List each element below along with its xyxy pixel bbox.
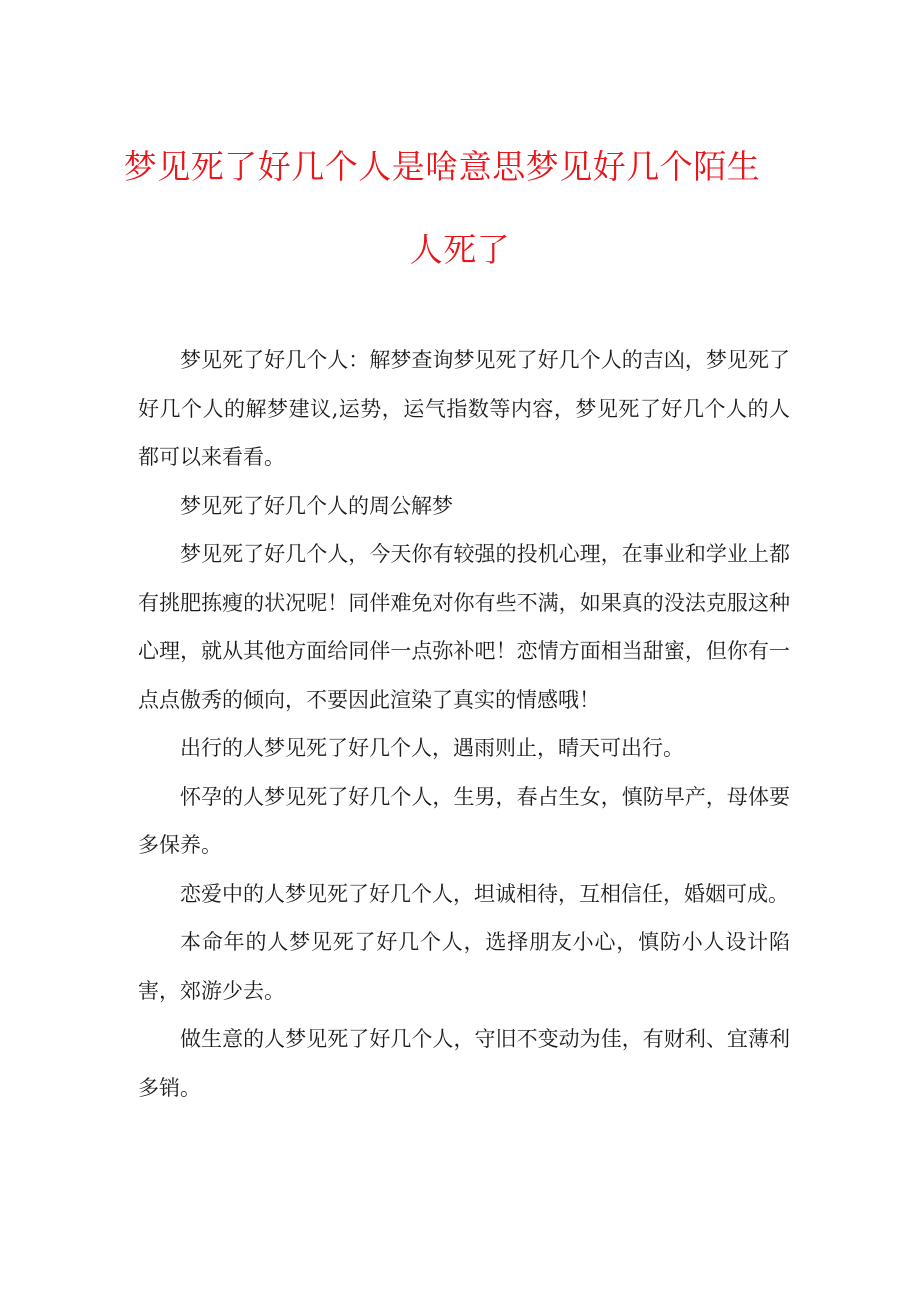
- paragraph-pregnancy: 怀孕的人梦见死了好几个人，生男，春占生女，慎防早产，母体要多保养。: [138, 784, 790, 857]
- document-title-line-2: 人死了: [409, 230, 511, 269]
- paragraph-fortune: 梦见死了好几个人，今天你有较强的投机心理，在事业和学业上都有挑肥拣瘦的状况呢！同伴难免对你有些不满，如果真的没法克服这种心理，就从其他方面给同伴一点弥补吧！恋情方面相当甜蜜，但你有一点点傲秀的倾向，不要因此渲染了真实的情感哦！: [138, 542, 790, 712]
- paragraph-section-heading: 梦见死了好几个人的周公解梦: [180, 493, 453, 518]
- paragraph-travel: 出行的人梦见死了好几个人，遇雨则止，晴天可出行。: [180, 736, 684, 760]
- paragraph-romance: 恋爱中的人梦见死了好几个人，坦诚相待，互相信任，婚姻可成。: [180, 881, 789, 906]
- paragraph-business: 做生意的人梦见死了好几个人，守旧不变动为佳，有财利、宜薄利多销。: [138, 1027, 790, 1100]
- paragraph-zodiac-year: 本命年的人梦见死了好几个人，选择朋友小心，慎防小人设计陷害，郊游少去。: [138, 930, 790, 1003]
- paragraph-intro: 梦见死了好几个人：解梦查询梦见死了好几个人的吉凶，梦见死了好几个人的解梦建议,运势，运气指数等内容，梦见死了好几个人的人都可以来看看。: [138, 348, 790, 469]
- document-body: [138, 336, 790, 1112]
- document-title-line-1: 梦见死了好几个人是啥意思梦见好几个陌生: [123, 147, 761, 186]
